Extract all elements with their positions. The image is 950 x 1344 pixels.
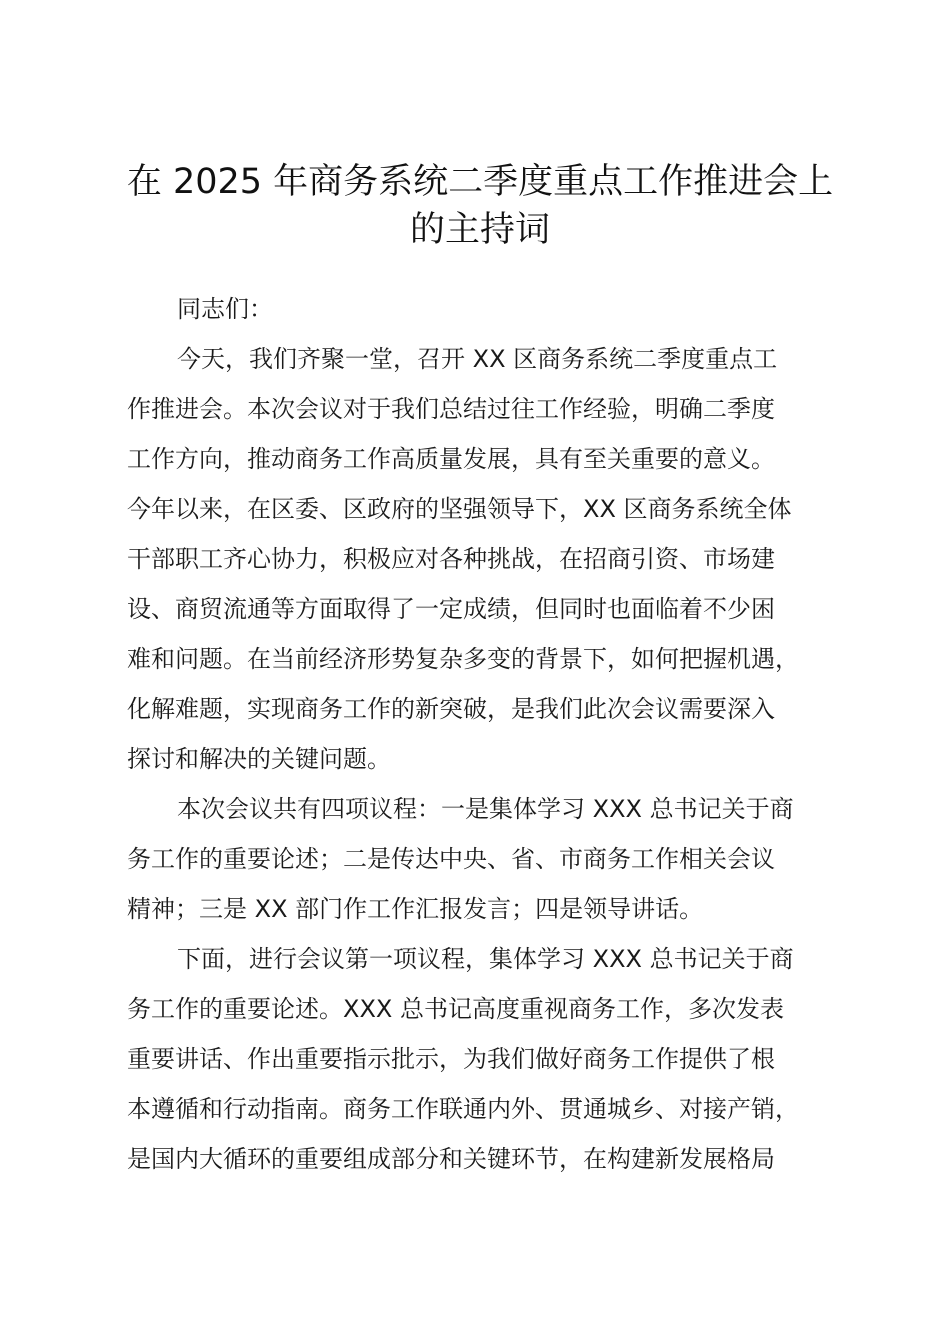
paragraph-line: 本次会议共有四项议程：一是集体学习 XXX 总书记关于商 [177,795,794,823]
salutation-paragraph [127,284,827,334]
paragraph-line: 今年以来，在区委、区政府的坚强领导下，XX 区商务系统全体 [127,495,792,523]
paragraph-line: 今天，我们齐聚一堂，召开 XX 区商务系统二季度重点工 [177,345,778,373]
paragraph-line: 是国内大循环的重要组成部分和关键环节，在构建新发展格局 [127,1145,775,1173]
title-line: 在 2025 年商务系统二季度重点工作推进会上 [126,162,834,202]
document-body [127,284,827,1184]
paragraph-line: 务工作的重要论述。XXX 总书记高度重视商务工作，多次发表 [127,995,784,1023]
paragraph-line: 务工作的重要论述；二是传达中央、省、市商务工作相关会议 [127,845,775,873]
paragraph-line: 难和问题。在当前经济形势复杂多变的背景下，如何把握机遇， [127,645,799,673]
paragraph-line: 工作方向，推动商务工作高质量发展，具有至关重要的意义。 [127,445,775,473]
paragraph-line: 下面，进行会议第一项议程，集体学习 XXX 总书记关于商 [177,945,794,973]
paragraph-line: 重要讲话、作出重要指示批示，为我们做好商务工作提供了根 [127,1045,775,1073]
first-item-paragraph [127,934,827,1184]
paragraph-line: 设、商贸流通等方面取得了一定成绩，但同时也面临着不少困 [127,595,775,623]
paragraph-line: 探讨和解决的关键问题。 [127,745,391,773]
paragraph-line: 干部职工齐心协力，积极应对各种挑战，在招商引资、市场建 [127,545,775,573]
paragraph-line: 化解难题，实现商务工作的新突破，是我们此次会议需要深入 [127,695,775,723]
paragraph-line: 作推进会。本次会议对于我们总结过往工作经验，明确二季度 [127,395,775,423]
paragraph-line: 本遵循和行动指南。商务工作联通内外、贯通城乡、对接产销， [127,1095,799,1123]
title-line: 的主持词 [409,210,550,250]
opening-paragraph [127,334,827,784]
document-title [100,158,860,254]
agenda-paragraph [127,784,827,934]
paragraph-line: 精神；三是 XX 部门作工作汇报发言；四是领导讲话。 [127,895,704,923]
paragraph-line: 同志们： [177,295,273,323]
